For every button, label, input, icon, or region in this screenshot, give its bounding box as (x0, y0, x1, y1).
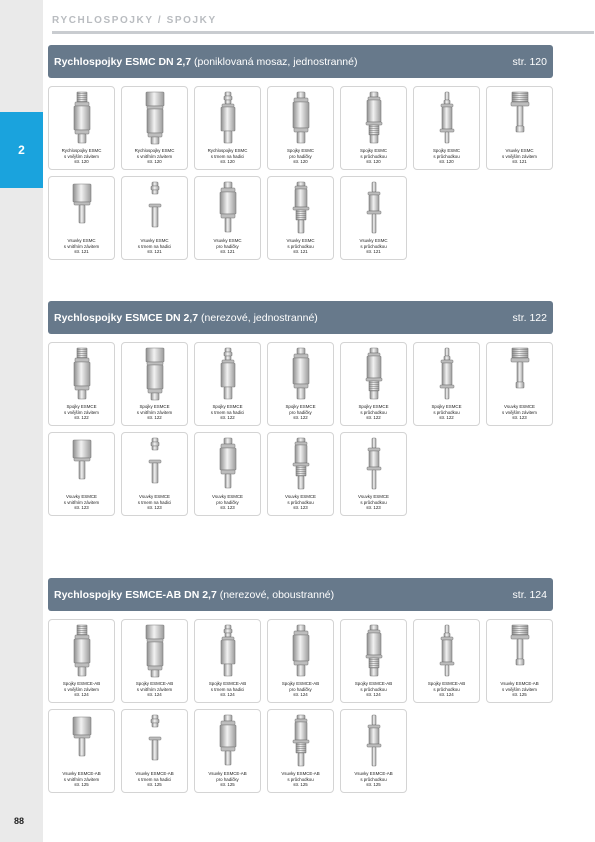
product-image-icon (62, 623, 102, 679)
product-image-icon (427, 346, 467, 402)
caption-line: Spojky ESMCE-AB (354, 681, 393, 686)
caption-line: s průchodkou (360, 686, 387, 692)
product-caption (342, 681, 406, 698)
product-caption (488, 148, 552, 165)
product-card[interactable] (340, 342, 407, 426)
section-esmc (48, 45, 553, 260)
product-grid (48, 619, 553, 793)
product-image-icon (281, 180, 321, 236)
section-title-detail: (nerezové, oboustranné) (216, 588, 335, 601)
product-image-icon (135, 623, 175, 679)
product-card[interactable] (48, 342, 115, 426)
product-image-icon (281, 713, 321, 769)
page-header-title: RYCHLOSPOJKY / SPOJKY (52, 15, 217, 26)
caption-page-ref: str. 124 (293, 692, 308, 697)
product-card[interactable] (48, 432, 115, 516)
product-image-icon (62, 346, 102, 402)
caption-page-ref: str. 124 (366, 692, 381, 697)
caption-line: Spojky ESMCE-AB (427, 681, 466, 686)
product-image-icon (135, 180, 175, 236)
section-header-bar (48, 301, 553, 334)
caption-line: Spojky ESMCE-AB (135, 681, 174, 686)
caption-line: Vsuvky ESMCE (139, 494, 170, 499)
caption-line: Spojky ESMCE (212, 404, 243, 409)
product-caption (196, 771, 260, 788)
caption-page-ref: str. 120 (293, 159, 308, 164)
product-card[interactable] (267, 342, 334, 426)
product-caption (269, 681, 333, 698)
product-image-icon (354, 623, 394, 679)
product-image-icon (354, 436, 394, 492)
caption-line: Vsuvky ESMC (286, 238, 315, 243)
section-page-ref[interactable]: str. 124 (512, 588, 547, 601)
caption-line: s průchodkou (360, 243, 387, 249)
product-caption (196, 238, 260, 255)
section-page-ref[interactable]: str. 120 (512, 55, 547, 68)
product-image-icon (427, 623, 467, 679)
product-image-icon (281, 346, 321, 402)
caption-page-ref: str. 120 (366, 159, 381, 164)
caption-page-ref: str. 122 (220, 415, 235, 420)
product-caption (123, 148, 187, 165)
product-caption (342, 148, 406, 165)
caption-page-ref: str. 121 (220, 249, 235, 254)
caption-page-ref: str. 125 (220, 782, 235, 787)
caption-page-ref: str. 122 (439, 415, 454, 420)
product-caption (269, 771, 333, 788)
product-caption (123, 771, 187, 788)
caption-line: Spojky ESMCE (285, 404, 316, 409)
caption-line: s vnějším závitem (64, 409, 99, 415)
product-card[interactable] (340, 619, 407, 703)
caption-line: s vnějším závitem (64, 686, 99, 692)
caption-line: pro hadičky (216, 499, 239, 505)
caption-line: Spojky ESMC (432, 148, 461, 153)
product-image-icon (281, 90, 321, 146)
caption-page-ref: str. 122 (147, 415, 162, 420)
product-card[interactable] (194, 709, 261, 793)
caption-line: s průchodkou (360, 153, 387, 159)
section-header-bar (48, 45, 553, 78)
product-caption (50, 771, 114, 788)
caption-page-ref: str. 123 (147, 505, 162, 510)
product-caption (196, 494, 260, 511)
caption-line: Rychlospojky ESMC (207, 148, 248, 153)
section-title (54, 56, 357, 68)
section-page-ref[interactable]: str. 122 (512, 311, 547, 324)
caption-page-ref: str. 123 (293, 505, 308, 510)
product-caption (123, 238, 187, 255)
caption-line: s průchodkou (287, 776, 314, 782)
product-image-icon (135, 713, 175, 769)
page-number: 88 (14, 816, 25, 826)
product-image-icon (208, 623, 248, 679)
product-caption (342, 494, 406, 511)
product-card[interactable] (194, 342, 261, 426)
product-caption (415, 681, 479, 698)
caption-page-ref: str. 124 (439, 692, 454, 697)
product-caption (50, 404, 114, 421)
product-card[interactable] (194, 176, 261, 260)
caption-line: Spojky ESMCE-AB (208, 681, 247, 686)
product-image-icon (208, 436, 248, 492)
product-card[interactable] (121, 709, 188, 793)
caption-line: Vsuvky ESMCE (358, 494, 389, 499)
product-image-icon (354, 346, 394, 402)
caption-line: Vsuvky ESMC (140, 238, 169, 243)
caption-line: s vnitřním závitem (136, 409, 173, 415)
product-card[interactable] (267, 86, 334, 170)
caption-line: s trnem na hadici (137, 243, 172, 249)
product-image-icon (500, 90, 540, 146)
product-card[interactable] (340, 432, 407, 516)
caption-line: Vsuvky ESMCE-AB (135, 771, 174, 776)
product-caption (50, 494, 114, 511)
product-card[interactable] (340, 176, 407, 260)
product-image-icon (135, 436, 175, 492)
product-caption (342, 238, 406, 255)
caption-page-ref: str. 121 (293, 249, 308, 254)
caption-line: Vsuvky ESMCE-AB (208, 771, 247, 776)
product-card[interactable] (121, 86, 188, 170)
caption-page-ref: str. 121 (512, 159, 527, 164)
product-image-icon (208, 90, 248, 146)
product-card[interactable] (121, 342, 188, 426)
product-card[interactable] (194, 432, 261, 516)
product-card[interactable] (267, 709, 334, 793)
caption-line: s vnitřním závitem (63, 499, 100, 505)
caption-line: s trnem na hadici (210, 686, 245, 692)
product-card[interactable] (194, 86, 261, 170)
product-card[interactable] (486, 619, 553, 703)
section-title (54, 589, 334, 601)
product-card[interactable] (194, 619, 261, 703)
caption-line: s průchodkou (433, 409, 460, 415)
section-esmce (48, 301, 553, 516)
header-divider (52, 31, 594, 34)
product-card[interactable] (413, 619, 480, 703)
caption-line: Vsuvky ESMCE (212, 494, 243, 499)
caption-line: Vsuvky ESMC (213, 238, 242, 243)
section-header-bar (48, 578, 553, 611)
caption-line: s vnějším závitem (502, 153, 537, 159)
product-image-icon (281, 436, 321, 492)
product-caption (269, 494, 333, 511)
caption-line: Rychlospojky ESMC (134, 148, 175, 153)
caption-line: Spojky ESMCE (139, 404, 170, 409)
caption-page-ref: str. 123 (512, 415, 527, 420)
product-image-icon (62, 180, 102, 236)
caption-line: s vnějším závitem (64, 153, 99, 159)
caption-line: Vsuvky ESMCE-AB (62, 771, 101, 776)
product-card[interactable] (267, 432, 334, 516)
caption-line: s vnitřním závitem (136, 153, 173, 159)
product-image-icon (427, 90, 467, 146)
caption-page-ref: str. 124 (220, 692, 235, 697)
caption-line: s průchodkou (360, 776, 387, 782)
product-caption (123, 494, 187, 511)
product-card[interactable] (413, 342, 480, 426)
caption-page-ref: str. 125 (512, 692, 527, 697)
caption-line: s trnem na hadici (137, 499, 172, 505)
product-caption (415, 148, 479, 165)
caption-page-ref: str. 124 (147, 692, 162, 697)
caption-page-ref: str. 120 (74, 159, 89, 164)
product-image-icon (62, 436, 102, 492)
caption-page-ref: str. 123 (220, 505, 235, 510)
section-title (54, 312, 318, 324)
product-caption (123, 681, 187, 698)
caption-line: Rychlospojky ESMC (61, 148, 102, 153)
caption-line: s průchodkou (287, 499, 314, 505)
caption-page-ref: str. 124 (74, 692, 89, 697)
caption-line: Spojky ESMC (359, 148, 388, 153)
product-image-icon (500, 623, 540, 679)
product-card[interactable] (48, 86, 115, 170)
product-caption (50, 148, 114, 165)
section-title-detail: (nerezové, jednostranné) (198, 311, 318, 324)
product-card[interactable] (48, 176, 115, 260)
caption-page-ref: str. 120 (220, 159, 235, 164)
product-image-icon (208, 713, 248, 769)
caption-line: s trnem na hadici (210, 153, 245, 159)
caption-line: pro hadičky (216, 776, 239, 782)
product-image-icon (281, 623, 321, 679)
section-title-bold: Rychlospojky ESMC DN 2,7 (54, 55, 192, 68)
caption-line: s trnem na hadici (210, 409, 245, 415)
product-caption (196, 404, 260, 421)
caption-page-ref: str. 123 (74, 505, 89, 510)
caption-page-ref: str. 120 (147, 159, 162, 164)
product-image-icon (354, 180, 394, 236)
caption-line: s průchodkou (287, 243, 314, 249)
caption-line: s vnitřním závitem (63, 776, 100, 782)
caption-page-ref: str. 121 (366, 249, 381, 254)
product-card[interactable] (486, 342, 553, 426)
product-card[interactable] (121, 619, 188, 703)
caption-line: s vnitřním závitem (136, 686, 173, 692)
caption-line: Vsuvky ESMCE-AB (354, 771, 393, 776)
caption-line: Vsuvky ESMC (505, 148, 534, 153)
product-caption (415, 404, 479, 421)
product-caption (342, 404, 406, 421)
caption-page-ref: str. 125 (366, 782, 381, 787)
product-card[interactable] (413, 86, 480, 170)
product-caption (342, 771, 406, 788)
caption-line: Spojky ESMCE-AB (62, 681, 101, 686)
product-card[interactable] (48, 619, 115, 703)
product-caption (50, 238, 114, 255)
product-caption (196, 681, 260, 698)
caption-line: Vsuvky ESMC (67, 238, 96, 243)
caption-page-ref: str. 122 (74, 415, 89, 420)
caption-page-ref: str. 125 (147, 782, 162, 787)
caption-page-ref: str. 125 (293, 782, 308, 787)
caption-line: Vsuvky ESMCE (285, 494, 316, 499)
caption-line: s vnějším závitem (502, 409, 537, 415)
product-card[interactable] (267, 619, 334, 703)
caption-line: Spojky ESMCE (66, 404, 97, 409)
caption-line: s průchodkou (360, 499, 387, 505)
product-card[interactable] (121, 432, 188, 516)
caption-line: s průchodkou (433, 153, 460, 159)
caption-line: Vsuvky ESMCE (66, 494, 97, 499)
chapter-tab[interactable]: 2 (0, 112, 43, 188)
product-image-icon (135, 90, 175, 146)
caption-line: Vsuvky ESMCE-AB (281, 771, 320, 776)
product-image-icon (354, 90, 394, 146)
product-caption (488, 404, 552, 421)
product-card[interactable] (340, 86, 407, 170)
product-image-icon (208, 180, 248, 236)
caption-line: s vnitřním závitem (63, 243, 100, 249)
product-caption (488, 681, 552, 698)
caption-line: Vsuvky ESMCE (504, 404, 535, 409)
caption-line: Vsuvky ESMCE-AB (500, 681, 539, 686)
caption-page-ref: str. 121 (74, 249, 89, 254)
product-caption (269, 238, 333, 255)
product-caption (269, 148, 333, 165)
product-image-icon (208, 346, 248, 402)
product-image-icon (500, 346, 540, 402)
caption-line: pro hadičky (289, 686, 312, 692)
product-caption (50, 681, 114, 698)
section-title-bold: Rychlospojky ESMCE-AB DN 2,7 (54, 588, 217, 601)
product-caption (269, 404, 333, 421)
caption-line: Spojky ESMCE (431, 404, 462, 409)
section-title-detail: (poniklovaná mosaz, jednostranné) (191, 55, 358, 68)
caption-line: s vnějším závitem (502, 686, 537, 692)
product-card[interactable] (267, 176, 334, 260)
caption-page-ref: str. 122 (293, 415, 308, 420)
caption-page-ref: str. 123 (366, 505, 381, 510)
product-caption (196, 148, 260, 165)
product-grid (48, 86, 553, 260)
caption-line: pro hadičky (289, 409, 312, 415)
product-card[interactable] (486, 86, 553, 170)
caption-line: Spojky ESMCE (358, 404, 389, 409)
caption-page-ref: str. 125 (74, 782, 89, 787)
caption-line: Spojky ESMCE-AB (281, 681, 320, 686)
product-grid (48, 342, 553, 516)
section-esmce-ab (48, 578, 553, 793)
caption-line: Spojky ESMC (286, 148, 315, 153)
caption-line: s trnem na hadici (137, 776, 172, 782)
caption-line: s průchodkou (433, 686, 460, 692)
caption-page-ref: str. 122 (366, 415, 381, 420)
product-image-icon (62, 713, 102, 769)
product-caption (123, 404, 187, 421)
caption-line: s průchodkou (360, 409, 387, 415)
product-card[interactable] (340, 709, 407, 793)
product-card[interactable] (121, 176, 188, 260)
product-card[interactable] (48, 709, 115, 793)
caption-page-ref: str. 121 (147, 249, 162, 254)
caption-page-ref: str. 120 (439, 159, 454, 164)
product-image-icon (62, 90, 102, 146)
caption-line: pro hadičky (289, 153, 312, 159)
product-image-icon (135, 346, 175, 402)
caption-line: Vsuvky ESMC (359, 238, 388, 243)
section-title-bold: Rychlospojky ESMCE DN 2,7 (54, 311, 199, 324)
caption-line: pro hadičky (216, 243, 239, 249)
product-image-icon (354, 713, 394, 769)
